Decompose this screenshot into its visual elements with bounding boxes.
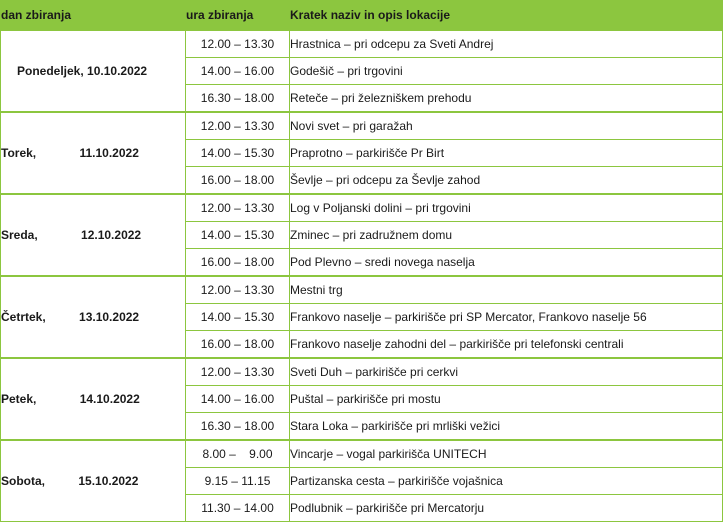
- day-name: Ponedeljek,: [17, 64, 84, 78]
- time-cell: 16.00 – 18.00: [186, 249, 290, 277]
- table-row: [1, 276, 723, 304]
- time-cell: 14.00 – 16.00: [186, 58, 290, 85]
- day-cell: [1, 440, 186, 522]
- day-name: Petek,: [1, 392, 37, 406]
- table-row: [1, 112, 723, 140]
- time-cell: 9.15 – 11.15: [186, 468, 290, 495]
- location-cell: Mestni trg: [290, 276, 723, 304]
- day-date: 10.10.2022: [87, 64, 148, 78]
- table-row: [1, 440, 723, 468]
- location-cell: Frankovo naselje zahodni del – parkirišče pri telefonski centrali: [290, 331, 723, 359]
- time-cell: 16.30 – 18.00: [186, 413, 290, 441]
- location-cell: Ševlje – pri odcepu za Ševlje zahod: [290, 167, 723, 195]
- time-cell: 16.30 – 18.00: [186, 85, 290, 113]
- day-gap: [36, 392, 79, 406]
- location-cell: Reteče – pri železniškem prehodu: [290, 85, 723, 113]
- time-cell: 12.00 – 13.30: [186, 276, 290, 304]
- day-date: 14.10.2022: [79, 392, 140, 406]
- header-day: dan zbiranja: [1, 1, 186, 31]
- time-cell: 8.00 – 9.00: [186, 440, 290, 468]
- time-cell: 12.00 – 13.30: [186, 30, 290, 58]
- time-cell: 11.30 – 14.00: [186, 495, 290, 522]
- table-row: [1, 30, 723, 58]
- day-date: 13.10.2022: [79, 310, 140, 324]
- day-cell: [1, 194, 186, 276]
- day-date: 15.10.2022: [78, 474, 139, 488]
- location-cell: Puštal – parkirišče pri mostu: [290, 386, 723, 413]
- location-cell: Praprotno – parkirišče Pr Birt: [290, 140, 723, 167]
- day-gap: [45, 474, 78, 488]
- day-name: Torek,: [1, 146, 37, 160]
- location-cell: Stara Loka – parkirišče pri mrliški vežici: [290, 413, 723, 441]
- day-cell: [1, 30, 186, 112]
- day-name: Sreda,: [1, 228, 38, 242]
- location-cell: Pod Plevno – sredi novega naselja: [290, 249, 723, 277]
- header-row: [1, 1, 723, 31]
- day-name: Sobota,: [1, 474, 45, 488]
- location-cell: Sveti Duh – parkirišče pri cerkvi: [290, 358, 723, 386]
- location-cell: Hrastnica – pri odcepu za Sveti Andrej: [290, 30, 723, 58]
- time-cell: 12.00 – 13.30: [186, 194, 290, 222]
- table-row: [1, 358, 723, 386]
- time-cell: 14.00 – 16.00: [186, 386, 290, 413]
- time-cell: 14.00 – 15.30: [186, 140, 290, 167]
- day-gap: [46, 310, 79, 324]
- header-location: Kratek naziv in opis lokacije: [290, 1, 723, 31]
- day-gap: [38, 228, 81, 242]
- time-cell: 12.00 – 13.30: [186, 112, 290, 140]
- location-cell: Novi svet – pri garažah: [290, 112, 723, 140]
- time-cell: 16.00 – 18.00: [186, 331, 290, 359]
- schedule-body: [1, 30, 723, 522]
- location-cell: Log v Poljanski dolini – pri trgovini: [290, 194, 723, 222]
- day-date: 12.10.2022: [81, 228, 142, 242]
- day-cell: [1, 276, 186, 358]
- time-cell: 14.00 – 15.30: [186, 222, 290, 249]
- location-cell: Godešič – pri trgovini: [290, 58, 723, 85]
- location-cell: Zminec – pri zadružnem domu: [290, 222, 723, 249]
- time-cell: 12.00 – 13.30: [186, 358, 290, 386]
- time-cell: 14.00 – 15.30: [186, 304, 290, 331]
- location-cell: Vincarje – vogal parkirišča UNITECH: [290, 440, 723, 468]
- time-cell: 16.00 – 18.00: [186, 167, 290, 195]
- header-time: ura zbiranja: [186, 1, 290, 31]
- location-cell: Partizanska cesta – parkirišče vojašnica: [290, 468, 723, 495]
- location-cell: Frankovo naselje – parkirišče pri SP Mercator, Frankovo naselje 56: [290, 304, 723, 331]
- day-gap: [36, 146, 79, 160]
- day-cell: [1, 358, 186, 440]
- day-name: Četrtek,: [1, 310, 46, 324]
- location-cell: Podlubnik – parkirišče pri Mercatorju: [290, 495, 723, 522]
- table-row: [1, 194, 723, 222]
- day-date: 11.10.2022: [79, 146, 139, 160]
- day-cell: [1, 112, 186, 194]
